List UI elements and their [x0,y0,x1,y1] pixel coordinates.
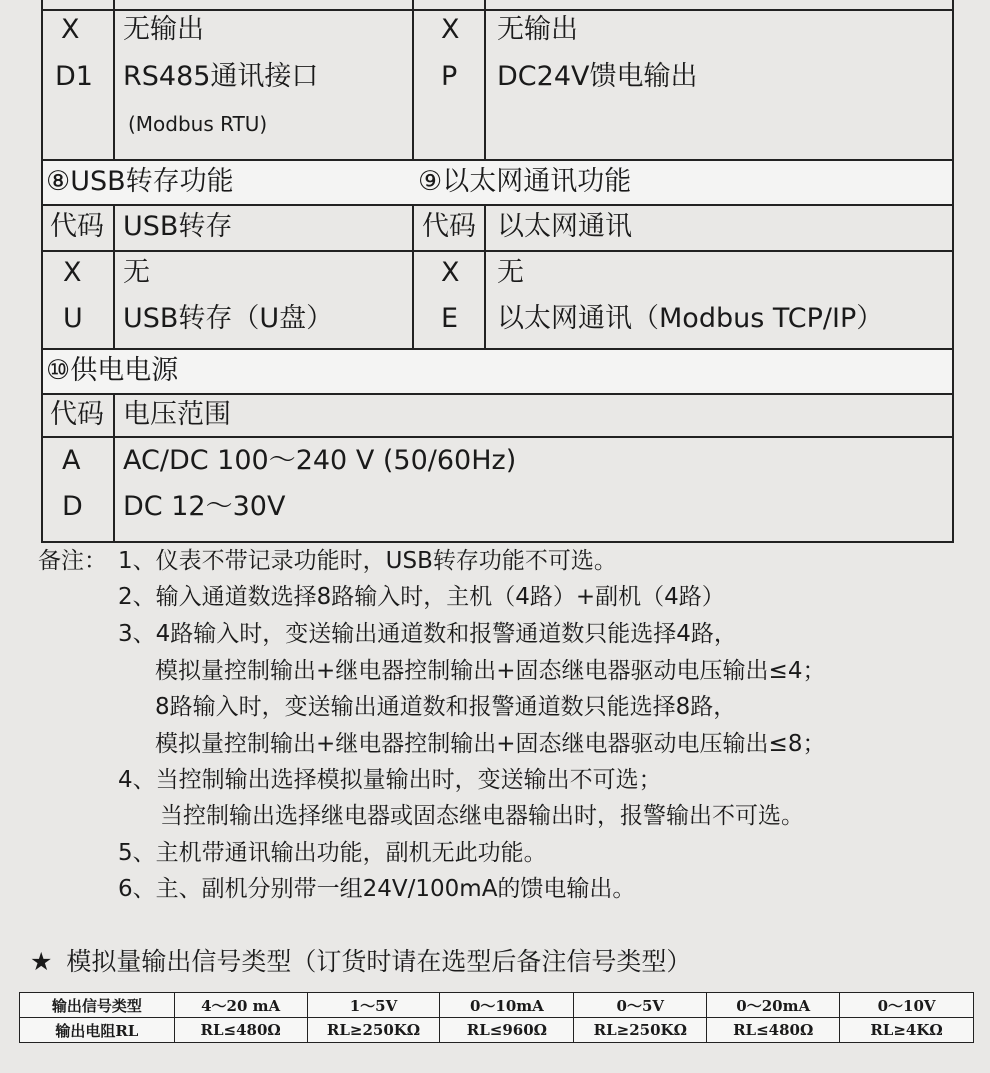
note-line-3: 3、4路输入时，变送输出通道数和报警通道数只能选择4路， [118,621,737,647]
usb-row1-desc: 无 [123,257,150,288]
signal-type-cell: 0～10V [840,993,974,1018]
signal-heading [30,942,691,978]
resistance-cell: RL≤960Ω [440,1018,574,1043]
power-title-band [43,350,952,393]
star-icon: ★ [30,947,53,976]
ethernet-row1-code: X [441,257,460,288]
note-line-2: 2、输入通道数选择8路输入时，主机（4路）+副机（4路） [118,584,725,610]
usb-row2-code: U [63,303,83,334]
signal-type-cell: 4～20 mA [174,993,307,1018]
resistance-cell: RL≥250KΩ [307,1018,440,1043]
col-code-left-usb [113,204,115,350]
signal-type-row [20,993,974,1018]
note-line-6: 模拟量控制输出+继电器控制输出+固态继电器驱动电压输出≤8； [155,731,826,757]
power-row2-code: D [62,491,83,522]
top-row2-desc: RS485通讯接口 [123,61,319,92]
resistance-cell: RL≥4KΩ [840,1018,974,1043]
note-line-1: 1、仪表不带记录功能时，USB转存功能不可选。 [118,548,617,574]
divider-usb-title [41,159,954,161]
top-row1-desc: 无输出 [123,14,204,45]
top-row1-desc2: 无输出 [497,14,578,45]
divider-usb-rows [41,250,954,252]
resistance-cell: RL≤480Ω [174,1018,307,1043]
usb-row2-desc: USB转存（U盘） [123,303,334,334]
usb-header-desc: USB转存 [123,211,233,242]
col-mid-usb [412,204,414,350]
note-line-10: 6、主、副机分别带一组24V/100mA的馈电输出。 [118,876,636,902]
usb-header-code: 代码 [50,211,104,242]
col-code-power [113,393,115,543]
note-line-5: 8路输入时，变送输出通道数和报警通道数只能选择8路， [155,694,737,720]
note-line-7: 4、当控制输出选择模拟量输出时，变送输出不可选； [118,767,662,793]
ethernet-header-desc: 以太网通讯 [497,211,632,242]
resistance-cell: RL≤480Ω [707,1018,840,1043]
signal-type-cell: 0～20mA [707,993,840,1018]
power-section-title: ⑩供电电源 [46,355,179,386]
ethernet-header-code: 代码 [422,211,476,242]
power-row2-desc: DC 12～30V [123,491,286,522]
usb-section-title: ⑧USB转存功能 [46,166,234,197]
note-line-4: 模拟量控制输出+继电器控制输出+固态继电器驱动电压输出≤4； [155,658,826,684]
signal-table [19,992,974,1043]
divider-power-rows [41,436,954,438]
signal-type-cell: 0～5V [574,993,707,1018]
top-row2-desc2: DC24V馈电输出 [497,61,698,92]
ethernet-row2-desc: 以太网通讯（Modbus TCP/IP） [497,303,884,334]
usb-row1-code: X [63,257,82,288]
col-mid-top [412,0,414,161]
notes-label: 备注： [38,548,107,574]
ethernet-row2-code: E [441,303,459,334]
ethernet-section-title: ⑨以太网通讯功能 [418,166,632,197]
top-row2-code2: P [441,61,458,92]
power-header-code: 代码 [50,399,104,430]
col-code-right-usb [484,204,486,350]
note-line-8: 当控制输出选择继电器或固态继电器输出时，报警输出不可选。 [160,803,804,829]
top-row1-code: X [61,14,80,45]
signal-heading-text: 模拟量输出信号类型（订货时请在选型后备注信号类型） [66,947,692,976]
signal-type-cell: 1～5V [307,993,440,1018]
divider-power-header [41,393,954,395]
divider-usb-header [41,204,954,206]
signal-type-label: 输出信号类型 [20,993,175,1018]
col-code-left-top [113,0,115,161]
modbus-rtu-note: (Modbus RTU) [128,112,268,136]
note-line-9: 5、主机带通讯输出功能，副机无此功能。 [118,840,547,866]
top-row2-code: D1 [55,61,93,92]
signal-type-cell: 0～10mA [440,993,574,1018]
resistance-row [20,1018,974,1043]
top-row1-code2: X [441,14,460,45]
power-row1-code: A [62,445,81,476]
col-code-right-top [484,0,486,161]
ethernet-row1-desc: 无 [497,257,524,288]
power-row1-desc: AC/DC 100～240 V (50/60Hz) [123,445,517,476]
resistance-label: 输出电阻RL [20,1018,175,1043]
divider-power-title [41,348,954,350]
resistance-cell: RL≥250KΩ [574,1018,707,1043]
divider-top [41,9,954,11]
power-header-desc: 电压范围 [123,399,231,430]
